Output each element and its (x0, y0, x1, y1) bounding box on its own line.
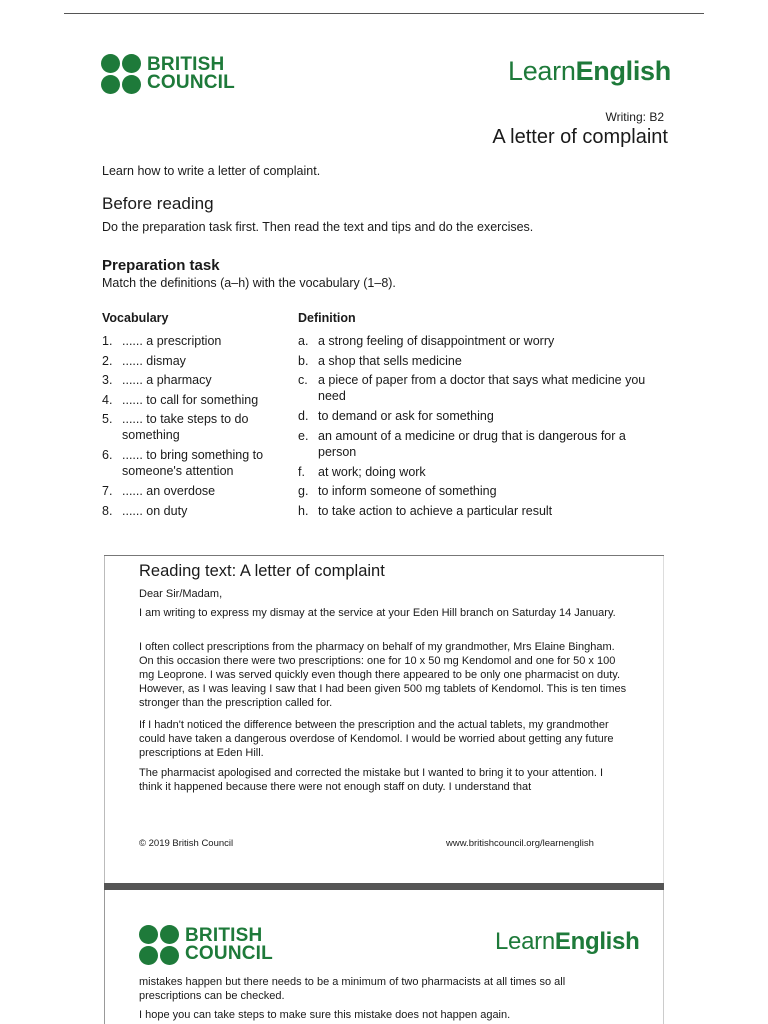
reading-title: Reading text: A letter of complaint (139, 562, 385, 580)
logo-line2: COUNCIL (185, 943, 273, 964)
list-item: 1. ...... a prescription (102, 334, 222, 348)
letter-paragraph: mistakes happen but there needs to be a minimum of two pharmacists at all times so all prescriptions can be checked. (139, 976, 566, 1002)
level-label: Writing: B2 (605, 110, 664, 124)
list-item: b. a shop that sells medicine (298, 353, 462, 368)
definition-list (298, 333, 663, 522)
list-item: a. a strong feeling of disappointment or worry (298, 334, 555, 348)
learn-text: Learn (495, 928, 555, 955)
learn-text: Learn (508, 56, 576, 86)
list-item: 7. ...... an overdose (102, 484, 216, 498)
list-item: 3. ...... a pharmacy (102, 373, 212, 387)
list-item: 4. ...... to call for something (102, 392, 259, 407)
list-item: 6. ...... to bring something to someone's attention (102, 448, 264, 478)
learnenglish-logo-page2 (495, 928, 639, 956)
page2-edge-left (104, 890, 105, 1024)
british-council-logo-page2 (139, 925, 273, 965)
before-reading-text: Do the preparation task first. Then read the text and tips and do the exercises. (102, 220, 534, 234)
letter-greeting: Dear Sir/Madam, (139, 588, 223, 600)
letter-paragraph: I often collect prescriptions from the pharmacy on behalf of my grandmother, Mrs Elaine Bingham. On this occasion there were two prescriptions: one for 10 x 50 mg Kendomol and one for 50 x 100 mg Leoprone. I was served quickly even though there appeared to be only one pharmacist on duty. However, as I was leaving I saw that I had been given 500 mg tablets of Kendomol. This is ten times stronger than the prescription called for. (139, 641, 627, 709)
list-item: 8. ...... on duty (102, 503, 188, 518)
letter-paragraph: I am writing to express my dismay at the service at your Eden Hill branch on Saturday 14 January. (139, 607, 616, 619)
footer-copyright: © 2019 British Council (139, 838, 234, 849)
vocabulary-heading: Vocabulary (102, 311, 169, 325)
before-reading-heading: Before reading (102, 194, 214, 213)
preparation-heading: Preparation task (102, 257, 220, 274)
footer-url: www.britishcouncil.org/learnenglish (446, 838, 594, 849)
letter-paragraph: I hope you can take steps to make sure this mistake does not happen again. (139, 1009, 511, 1021)
logo-line2: COUNCIL (147, 72, 235, 93)
vocabulary-list (102, 333, 287, 522)
top-rule (64, 13, 704, 14)
preparation-instruction: Match the definitions (a–h) with the vocabulary (1–8). (102, 276, 396, 290)
letter-paragraph: If I hadn't noticed the difference between the prescription and the actual tablets, my grandmother could have taken a dangerous overdose of Kendomol. I would be worried about getting any future prescriptions at Eden Hill. (139, 719, 614, 759)
list-item: d. to demand or ask for something (298, 409, 494, 423)
list-item: 2. ...... dismay (102, 353, 186, 368)
list-item: e. an amount of a medicine or drug that is dangerous for a person (298, 428, 626, 459)
intro-text: Learn how to write a letter of complaint. (102, 164, 321, 178)
logo-line1: BRITISH (147, 54, 225, 75)
page-edge-right (663, 556, 664, 883)
page-break-bar (104, 883, 664, 890)
english-text: English (575, 56, 671, 86)
logo-line1: BRITISH (185, 925, 263, 946)
reading-section-rule (104, 555, 664, 556)
logo-dots-icon (139, 925, 179, 965)
list-item: f. at work; doing work (298, 464, 426, 479)
list-item: 5. ...... to take steps to do something (102, 412, 249, 442)
page-edge-left (104, 556, 105, 883)
learnenglish-logo (508, 56, 671, 87)
definition-heading: Definition (298, 311, 356, 325)
letter-paragraph: The pharmacist apologised and corrected the mistake but I wanted to bring it to your attention. I think it happened because there were not enough staff on duty. I understand that (139, 767, 604, 793)
list-item: c. a piece of paper from a doctor that says what medicine you need (298, 373, 646, 403)
english-text: English (554, 928, 640, 955)
british-council-logo (101, 54, 235, 94)
page-title: A letter of complaint (492, 126, 668, 148)
list-item: g. to inform someone of something (298, 484, 497, 498)
page2-edge-right (663, 890, 664, 1024)
logo-dots-icon (101, 54, 141, 94)
list-item: h. to take action to achieve a particular result (298, 503, 553, 518)
